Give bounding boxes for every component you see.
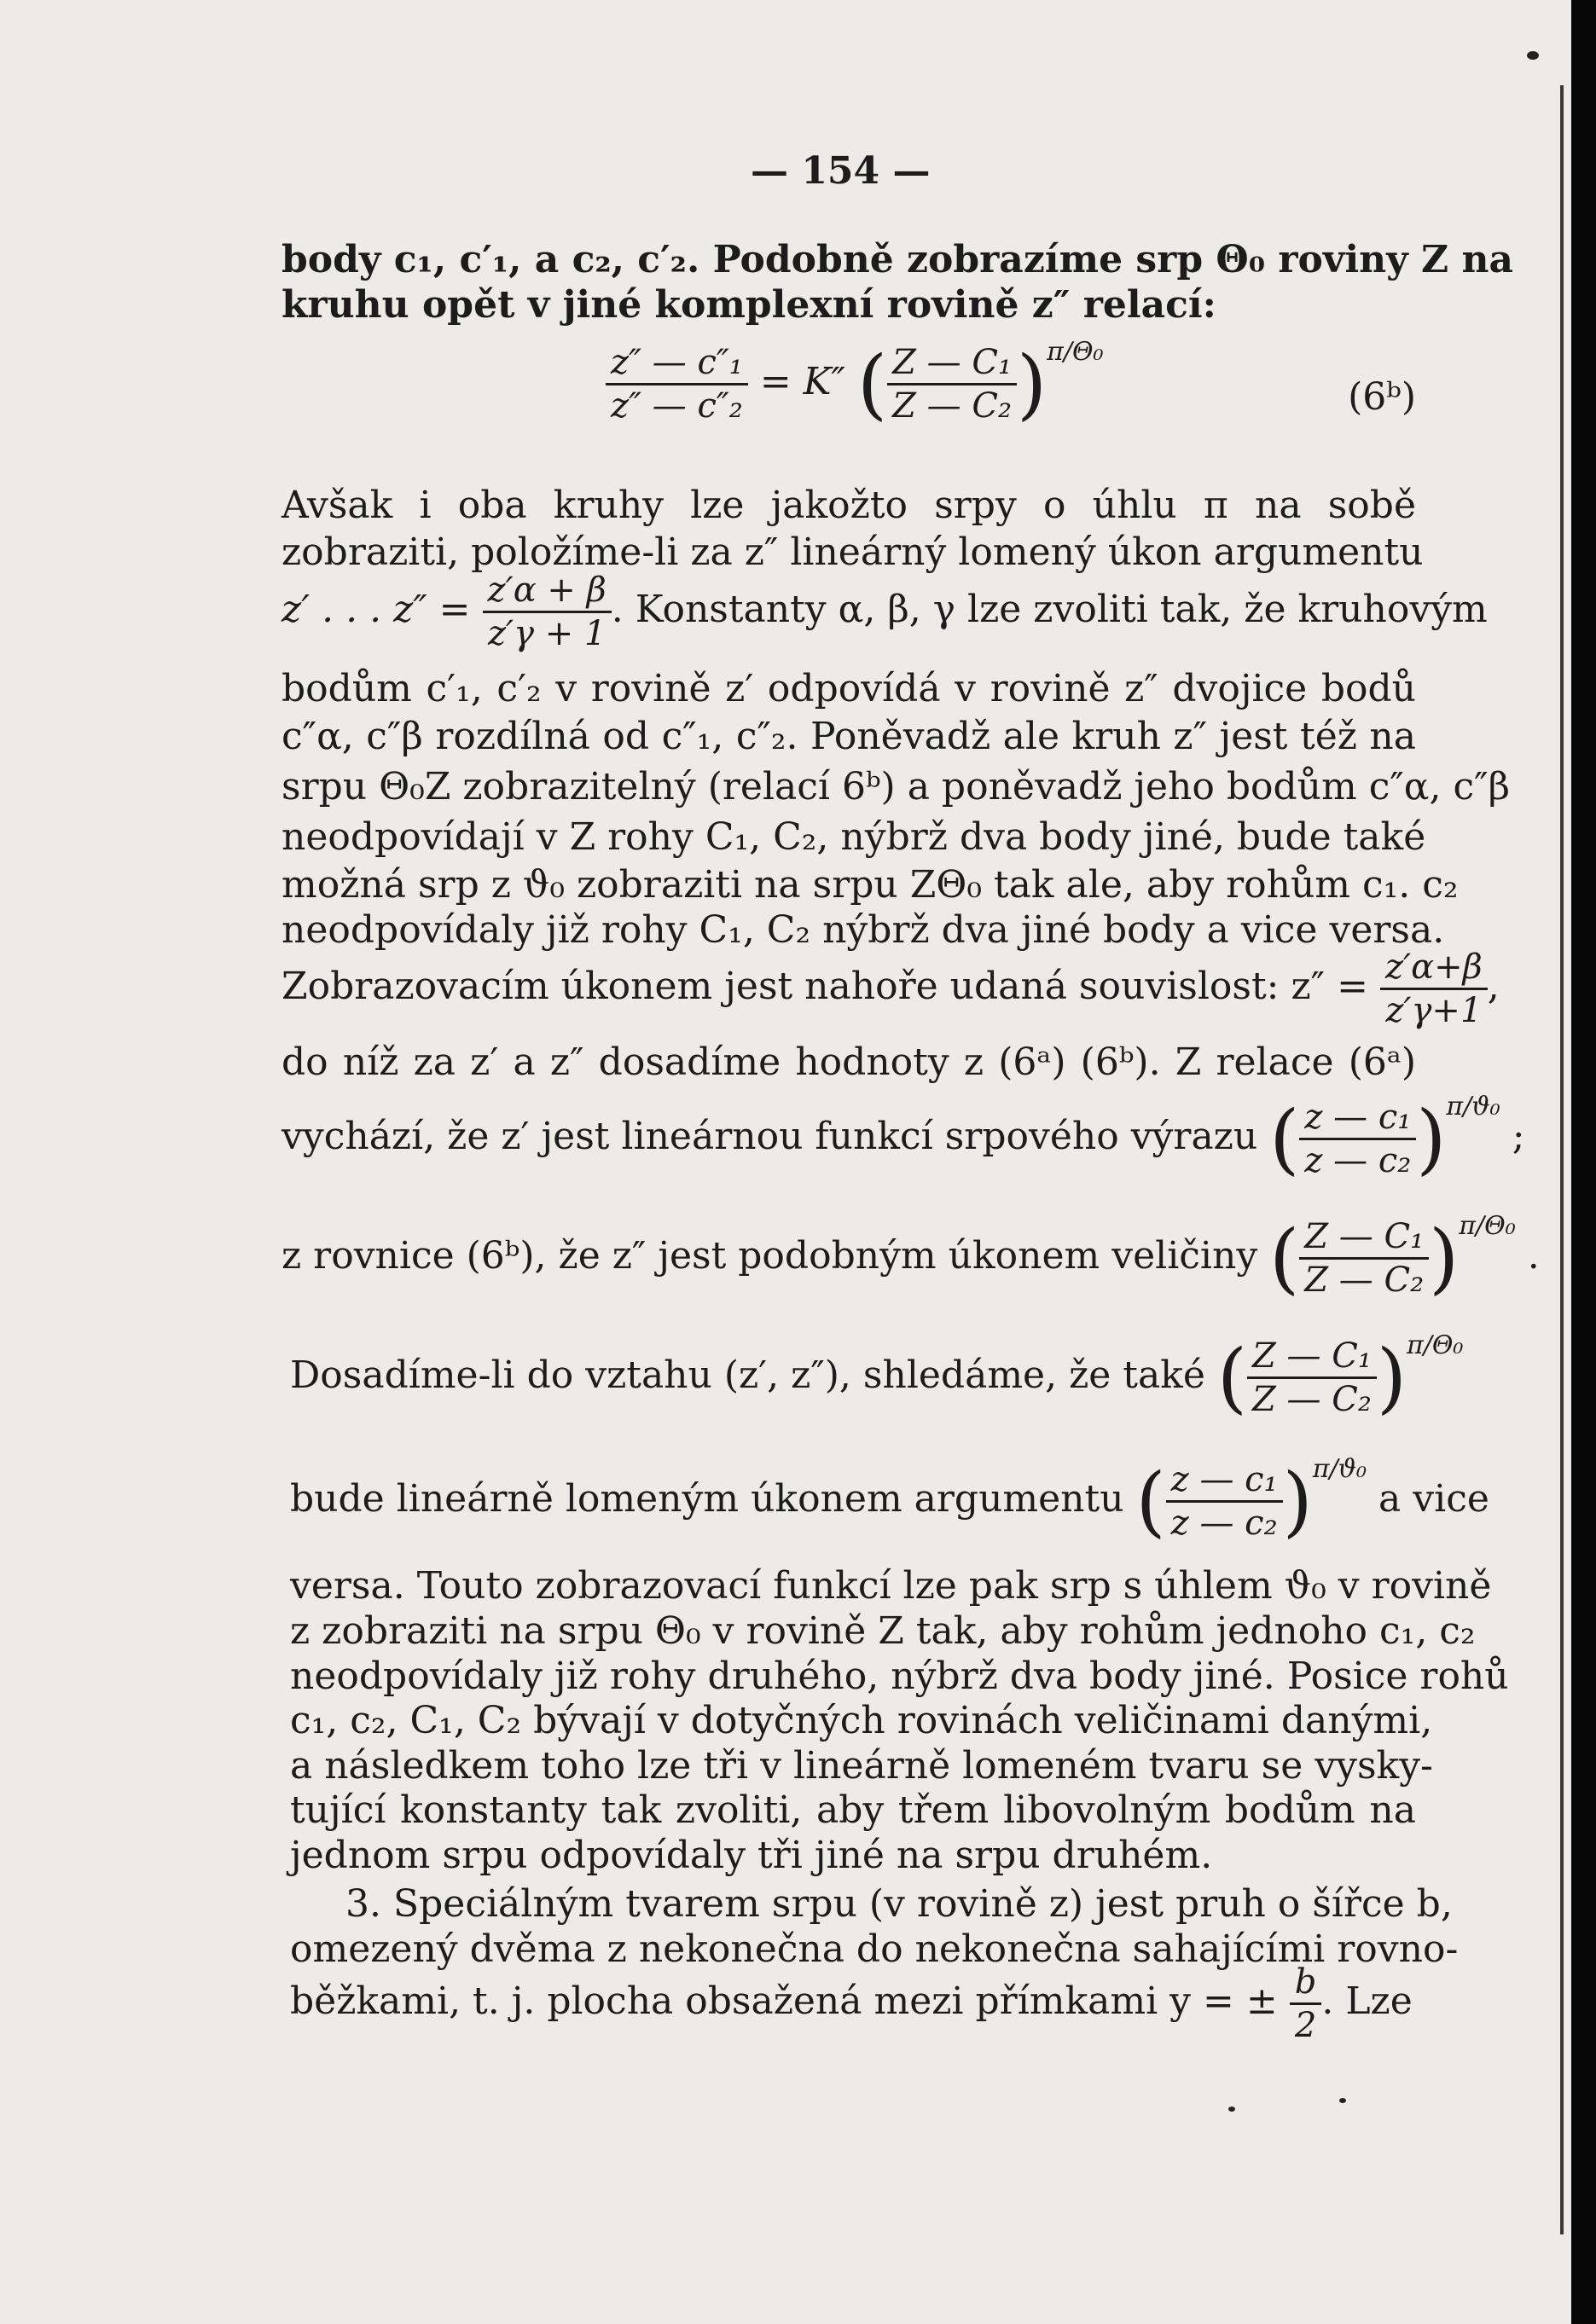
text-line: tující konstanty tak zvoliti, aby třem libovolným bodům na (290, 1788, 1416, 1832)
denominator: z′γ+1 (1385, 991, 1483, 1030)
text-line: jednom srpu odpovídaly tři jiné na srpu druhém. (290, 1834, 1213, 1877)
expression-line: z rovnice (6ᵇ), že z″ jest podobným úkonem veličiny ( $\frac{\text{Z — C₁}}{\text{Z — C₂}}$ )$^{\pi/\Theta_0}$ . (281, 1211, 1540, 1303)
text-line: Dosadíme-li do vztahu (z′, z″), shledáme, že také (290, 1353, 1205, 1397)
text-line: . Konstanty α, β, γ lze zvoliti tak, že kruhovým (611, 588, 1488, 631)
page-edge-shadow (1560, 85, 1564, 2234)
numerator: z — c₁ (1166, 1459, 1283, 1503)
text-line: omezený dvěma z nekonečna do nekonečna sahajícími rovno- (290, 1927, 1459, 1971)
fraction (887, 342, 1017, 426)
fraction (1380, 947, 1488, 1031)
numerator: Z — C₁ (887, 342, 1017, 385)
equation-6b: $\frac{\text{z″ — c″₁}}{\text{z″ — c″₂}}$ = K″ ( $\frac{\text{Z — C₁}}{\text{Z — C₂}}$ )$^{\pi/\Theta_0}$ (6ᵇ) (606, 337, 1416, 465)
mobius-line (281, 570, 1488, 672)
text-line: 3. Speciálným tvarem srpu (v rovině z) jest pruh o šířce b, (345, 1882, 1453, 1926)
text-line: . Lze (1321, 1979, 1413, 2023)
mobius-prefix: z′ . . . z″ = (281, 588, 471, 631)
scan-speck (1527, 51, 1539, 60)
denominator: z″ — c″₂ (611, 386, 743, 426)
fraction (483, 570, 612, 654)
text-line: neodpovídaly již rohy C₁, C₂ nýbrž dva jiné body a vice versa. (281, 908, 1445, 952)
scan-speck (1339, 2098, 1346, 2103)
denominator: Z — C₂ (1252, 1380, 1372, 1419)
text-line: do níž za z′ a z″ dosadíme hodnoty z (6ᵃ) (6ᵇ). Z relace (6ᵃ) (281, 1040, 1416, 1084)
denominator: 2 (1294, 2006, 1317, 2045)
text-line: srpu Θ₀Z zobrazitelný (relací 6ᵇ) a poněvadž jeho bodům c″α, c″β (281, 765, 1511, 808)
text-line: vychází, že z′ jest lineárnou funkcí srpového výrazu (281, 1115, 1258, 1158)
text-line: c″α, c″β rozdílná od c″₁, c″₂. Poněvadž ale kruh z″ jest též na (281, 715, 1416, 758)
denominator: z — c₂ (1170, 1504, 1278, 1543)
fraction (1247, 1336, 1377, 1420)
denominator: Z — C₂ (1304, 1261, 1425, 1300)
fraction (1299, 1216, 1429, 1301)
expression-line (290, 1962, 1416, 2055)
denominator: Z — C₂ (892, 386, 1012, 426)
text-line: možná srp z ϑ₀ zobraziti na srpu ZΘ₀ tak ale, aby rohům c₁. c₂ (281, 863, 1459, 907)
text-line: neodpovídají v Z rohy C₁, C₂, nýbrž dva body jiné, bude také (281, 815, 1426, 859)
exponent: π/ϑ₀ (1446, 1092, 1500, 1121)
fraction (1299, 1097, 1416, 1181)
exponent: π/Θ₀ (1407, 1330, 1464, 1360)
comma: , (1487, 965, 1500, 1008)
text-line: z rovnice (6ᵇ), že z″ jest podobným úkonem veličiny (281, 1234, 1258, 1278)
text-line: bude lineárně lomeným úkonem argumentu (290, 1477, 1124, 1521)
expression-line: vychází, že z′ jest lineárnou funkcí srpového výrazu ( $\frac{\text{z — c₁}}{\text{z — c₂}}$ )$^{\pi/ϑ_0}$ ; (281, 1092, 1525, 1184)
text-line: body c₁, c′₁, a c₂, c′₂. Podobně zobrazíme srp Θ₀ roviny Z na (281, 238, 1513, 281)
numerator: Z — C₁ (1247, 1336, 1377, 1379)
semicolon: ; (1512, 1115, 1525, 1158)
text-line: Zobrazovacím úkonem jest nahoře udaná souvislost: z″ = (281, 965, 1368, 1008)
text-line: kruhu opět v jiné komplexní rovině z″ relací: (281, 283, 1216, 327)
text-line: zobraziti, položíme-li za z″ lineárný lomený úkon argumentu (281, 530, 1424, 574)
text-line: bodům c′₁, c′₂ v rovině z′ odpovídá v rovině z″ dvojice bodů (281, 667, 1416, 710)
page-number: — 154 — (751, 149, 931, 193)
exponent: π/ϑ₀ (1312, 1454, 1367, 1484)
text-line: z zobraziti na srpu Θ₀ v rovině Z tak, aby rohům jednoho c₁, c₂ (290, 1609, 1476, 1653)
denominator: z′γ + 1 (487, 614, 606, 653)
numerator: Z — C₁ (1299, 1216, 1429, 1260)
text-line: neodpovídaly již rohy druhého, nýbrž dva body jiné. Posice rohů (290, 1655, 1509, 1698)
denominator: z — c₂ (1304, 1141, 1412, 1180)
numerator: z — c₁ (1299, 1097, 1416, 1140)
text-line: a následkem toho lze tři v lineárně lomeném tvaru se vysky- (290, 1744, 1433, 1788)
fraction (1166, 1459, 1283, 1544)
text-line: c₁, c₂, C₁, C₂ bývají v dotyčných rovinách veličinami danými, (290, 1699, 1433, 1742)
period: . (1527, 1234, 1540, 1278)
equation-label: (6ᵇ) (1348, 375, 1416, 419)
expression-line: Dosadíme-li do vztahu (z′, z″), shledáme, že také ( $\frac{\text{Z — C₁}}{\text{Z — C₂}}$ )$^{\pi/\Theta_0}$ (290, 1330, 1464, 1423)
numerator: z′α + β (483, 570, 612, 613)
equals-k: = K″ (759, 360, 845, 403)
text-line: versa. Touto zobrazovací funkcí lze pak srp s úhlem ϑ₀ v rovině (290, 1564, 1492, 1608)
fraction (606, 342, 748, 426)
text-line: a vice (1378, 1477, 1489, 1521)
numerator: z′α+β (1380, 947, 1488, 990)
exponent: π/Θ₀ (1047, 337, 1104, 367)
numerator: b (1290, 1962, 1322, 2005)
scan-speck (1228, 2107, 1235, 2112)
exponent: π/Θ₀ (1459, 1211, 1516, 1241)
text-line: běžkami, t. j. plocha obsažená mezi přímkami y = ± (290, 1979, 1278, 2023)
text-line: Avšak i oba kruhy lze jakožto srpy o úhlu π na sobě (281, 484, 1416, 527)
numerator: z″ — c″₁ (606, 342, 748, 385)
expression-line: bude lineárně lomeným úkonem argumentu ( $\frac{\text{z — c₁}}{\text{z — c₂}}$ )$^{\pi/ϑ_0}$ a vice (290, 1454, 1489, 1546)
fraction (1290, 1962, 1322, 2046)
